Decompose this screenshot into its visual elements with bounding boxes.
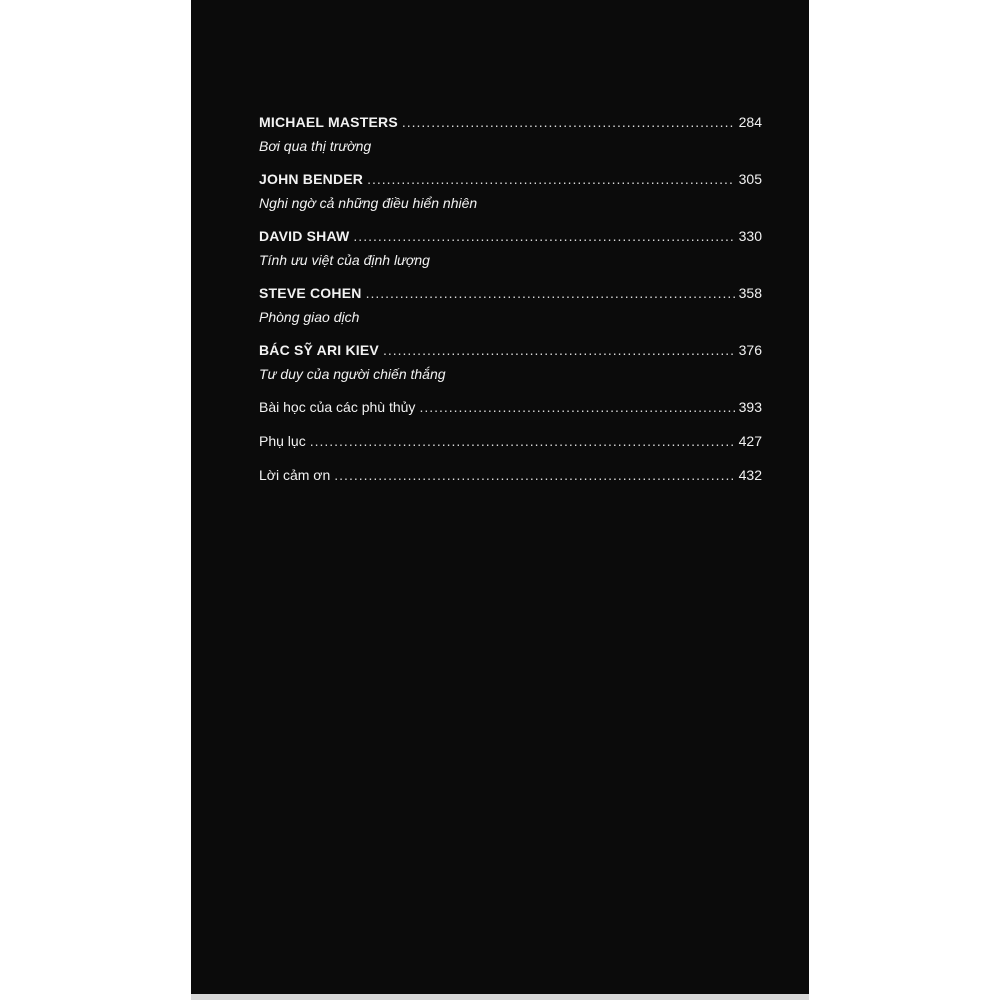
toc-entry — [259, 283, 762, 303]
page-bottom-edge — [191, 994, 809, 1000]
section-name: Lời cảm ơn — [259, 467, 331, 483]
page-number: 305 — [738, 171, 762, 187]
chapter-subtitle: Tư duy của người chiến thắng — [259, 366, 446, 382]
chapter-subtitle: Nghi ngờ cả những điều hiển nhiên — [259, 195, 478, 211]
dot-leader — [310, 431, 735, 451]
page-number: 393 — [738, 399, 762, 415]
toc-chapter — [259, 226, 762, 270]
chapter-name: STEVE COHEN — [259, 285, 362, 301]
section-name: Bài học của các phù thủy — [259, 399, 416, 415]
section-name: Phụ lục — [259, 433, 306, 449]
chapter-subtitle: Phòng giao dịch — [259, 309, 360, 325]
toc-section — [259, 465, 762, 485]
toc-chapter — [259, 112, 762, 156]
chapter-subtitle: Tính ưu việt của định lượng — [259, 252, 430, 268]
chapter-name: MICHAEL MASTERS — [259, 114, 398, 130]
toc-chapter — [259, 283, 762, 327]
page-number: 284 — [738, 114, 762, 130]
dot-leader — [402, 112, 735, 132]
toc-section — [259, 431, 762, 451]
page-number: 427 — [738, 433, 762, 449]
toc-entry — [259, 169, 762, 189]
page-number: 376 — [738, 342, 762, 358]
dot-leader — [366, 283, 735, 303]
page-number: 432 — [738, 467, 762, 483]
dot-leader — [353, 226, 734, 246]
table-of-contents — [259, 112, 762, 485]
toc-chapter — [259, 169, 762, 213]
toc-entry — [259, 112, 762, 132]
chapter-name: JOHN BENDER — [259, 171, 364, 187]
dot-leader — [334, 465, 734, 485]
page-number: 330 — [738, 228, 762, 244]
toc-entry — [259, 340, 762, 360]
book-page — [191, 0, 809, 1000]
dot-leader — [383, 340, 735, 360]
toc-section — [259, 397, 762, 417]
page-number: 358 — [738, 285, 762, 301]
chapter-subtitle: Bơi qua thị trường — [259, 138, 372, 154]
chapter-name: BÁC SỸ ARI KIEV — [259, 342, 379, 358]
toc-chapter — [259, 340, 762, 384]
dot-leader — [367, 169, 735, 189]
toc-entry — [259, 226, 762, 246]
chapter-name: DAVID SHAW — [259, 228, 350, 244]
dot-leader — [419, 397, 734, 417]
